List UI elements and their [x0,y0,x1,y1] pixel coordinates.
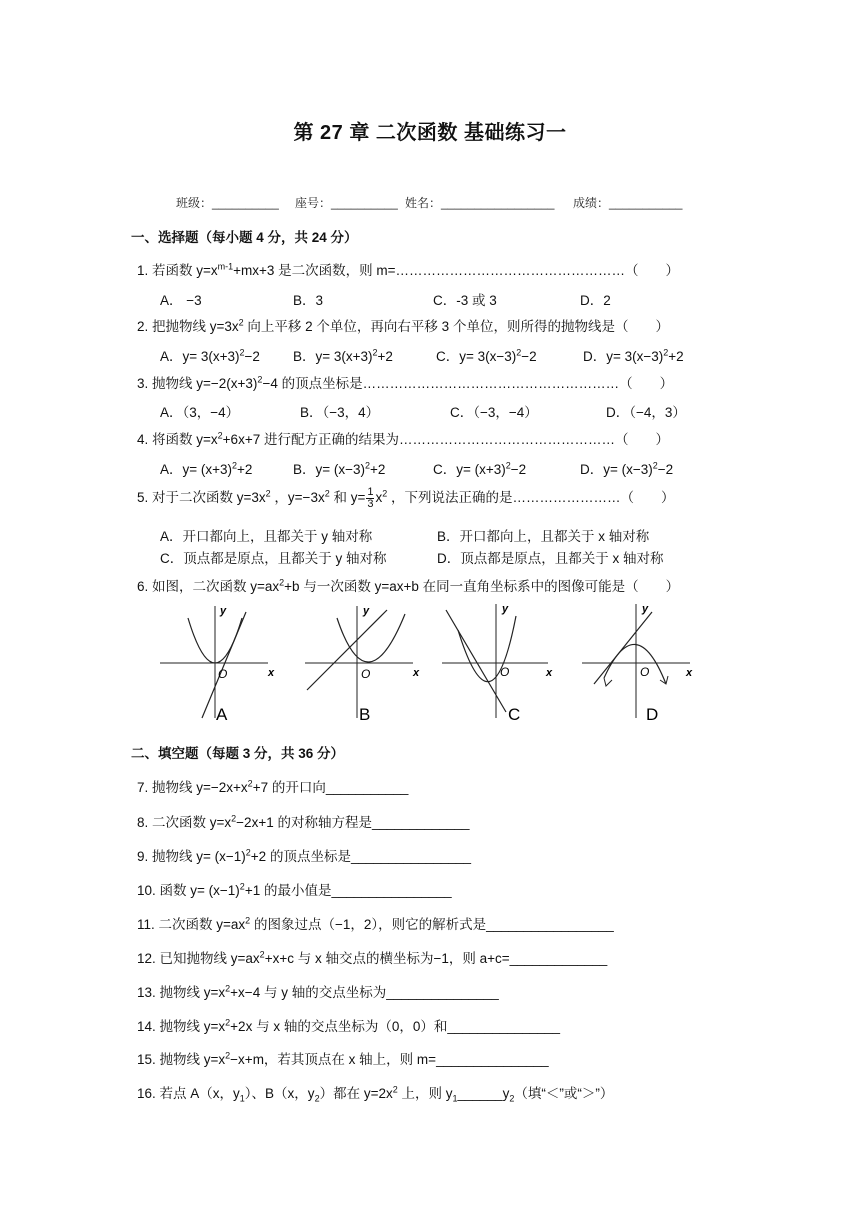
q2-option-c[interactable]: C．$y= 3(x-3)^2-2$ [436,347,537,364]
question-7[interactable]: 7. 抛物线 $y=-2x+x^2+7$ 的开口向___________ [137,778,409,795]
q2-option-b[interactable]: B．$y= 3(x+3)^2+2$ [293,347,393,364]
svg-text:B: B [359,705,371,724]
question-3: 3. 抛物线 $y=-2(x+3)^2-4$ 的顶点坐标是…………………………………………………（ ） [137,374,674,391]
question-12[interactable]: 12. 已知抛物线 $y=ax^2+x+c$ 与 x 轴交点的横坐标为−1，则 a+c=_____________ [137,949,608,966]
q2-option-a[interactable]: A．$y= 3(x+3)^2-2$ [160,347,260,364]
svg-text:y: y [642,603,649,615]
question-13[interactable]: 13. 抛物线 $y=x^2+x-4$ 与 y 轴的交点坐标为_______________ [137,983,499,1000]
svg-text:y: y [502,603,509,615]
svg-text:x: x [268,667,275,679]
question-2: 2. 把抛物线 $y=3x^2$ 向上平移 2 个单位，再向右平移 3 个单位，则所得的抛物线是（ ） [137,317,669,334]
q5-text-before: 5. 对于二次函数 $y=3x^2$ ，$y=-3x^2$ 和 y= [137,488,366,505]
graph-c[interactable] [442,603,553,724]
svg-text:y: y [220,605,227,617]
question-1: 1. 若函数 $y=x^{m-1}+mx+3$ 是二次函数，则 m=……………………………………………（ ） [137,261,680,278]
q2-option-d[interactable]: D．$y= 3(x-3)^2+2$ [583,347,684,364]
question-11[interactable]: 11. 二次函数 $y=ax^2$ 的图象过点（−1，2），则它的解析式是_________________ [137,915,614,932]
graph-a[interactable] [160,605,275,724]
svg-text:D: D [646,705,659,724]
svg-text:O: O [640,665,650,679]
q1-option-b[interactable]: B．3 [293,293,324,308]
q1-option-c[interactable]: C．-3 或 3 [433,293,497,308]
svg-text:A: A [216,705,228,724]
q1-option-d[interactable]: D．2 [580,293,611,308]
q5-option-d[interactable]: D．顶点都是原点，且都关于 x 轴对称 [437,551,664,566]
q4-option-a[interactable]: A．$y= (x+3)^2+2$ [160,460,253,477]
svg-text:x: x [413,667,420,679]
question-9[interactable]: 9. 抛物线 $y= (x-1)^2+2$ 的顶点坐标是________________ [137,847,472,864]
svg-text:O: O [500,665,510,679]
q5-fraction: $\frac{1}{3}$ [367,485,374,510]
q3-option-d[interactable]: D．（−4，3） [606,405,686,420]
q1-option-a[interactable]: A． −3 [160,293,202,308]
q4-option-b[interactable]: B．$y= (x-3)^2+2$ [293,460,386,477]
q5-option-a[interactable]: A．开口都向上，且都关于 y 轴对称 [160,529,373,544]
q5-option-b[interactable]: B．开口都向上，且都关于 x 轴对称 [437,529,650,544]
q3-option-c[interactable]: C．（−3，−4） [450,405,538,420]
question-4: 4. 将函数 $y=x^2+6x+7$ 进行配方正确的结果为…………………………………………（ ） [137,430,669,447]
svg-text:x: x [546,667,553,679]
question-6: 6. 如图，二次函数 $y=ax^2+b$ 与一次函数 y=ax+b 在同一直角坐标系中的图像可能是（ ） [137,577,680,594]
svg-text:C: C [508,705,521,724]
svg-text:O: O [218,667,228,681]
question-8[interactable]: 8. 二次函数 $y=x^2-2x+1$ 的对称轴方程是_____________ [137,813,470,830]
q5-text-after: $x^2$ ，下列说法正确的是……………………（ ） [375,488,675,505]
section-heading-fill: 二、填空题（每题 3 分，共 36 分） [131,746,345,761]
page-title: 第 27 章 二次函数 基础练习一 [293,122,567,144]
class-field[interactable]: 班级：__________ [176,196,279,210]
graph-b[interactable] [305,605,420,724]
score-field[interactable]: 成绩：___________ [573,196,683,210]
q4-option-c[interactable]: C．$y= (x+3)^2-2$ [433,460,527,477]
section-heading-choice: 一、选择题（每小题 4 分，共 24 分） [131,230,358,245]
seat-field[interactable]: 座号：__________ [295,196,398,210]
svg-text:O: O [361,667,371,681]
name-field[interactable]: 姓名：_________________ [405,196,555,210]
question-15[interactable]: 15. 抛物线 $y=x^2-x+m$，若其顶点在 x 轴上，则 m=_______________ [137,1050,549,1067]
q3-option-a[interactable]: A．（3，−4） [160,405,240,420]
q5-option-c[interactable]: C．顶点都是原点，且都关于 y 轴对称 [160,551,387,566]
svg-text:x: x [686,667,693,679]
q3-option-b[interactable]: B．（−3，4） [300,405,380,420]
q4-option-d[interactable]: D．$y= (x-3)^2-2$ [580,460,674,477]
question-16[interactable]: 16. 若点 A（x，$y_1$）、B（x，$y_2$）都在 $y=2x^2$ 上，则 $y_1\_\_\_\_\_\_y_2$（填“＜”或“＞”） [137,1084,614,1104]
question-10[interactable]: 10. 函数 $y= (x-1)^2+1$ 的最小值是________________ [137,881,452,898]
q6-graphs [150,600,730,728]
svg-text:y: y [363,605,370,617]
graph-d[interactable] [582,603,693,724]
question-14[interactable]: 14. 抛物线 $y=x^2+2x$ 与 x 轴的交点坐标为（0，0）和_______________ [137,1017,560,1034]
question-5 [137,486,675,510]
